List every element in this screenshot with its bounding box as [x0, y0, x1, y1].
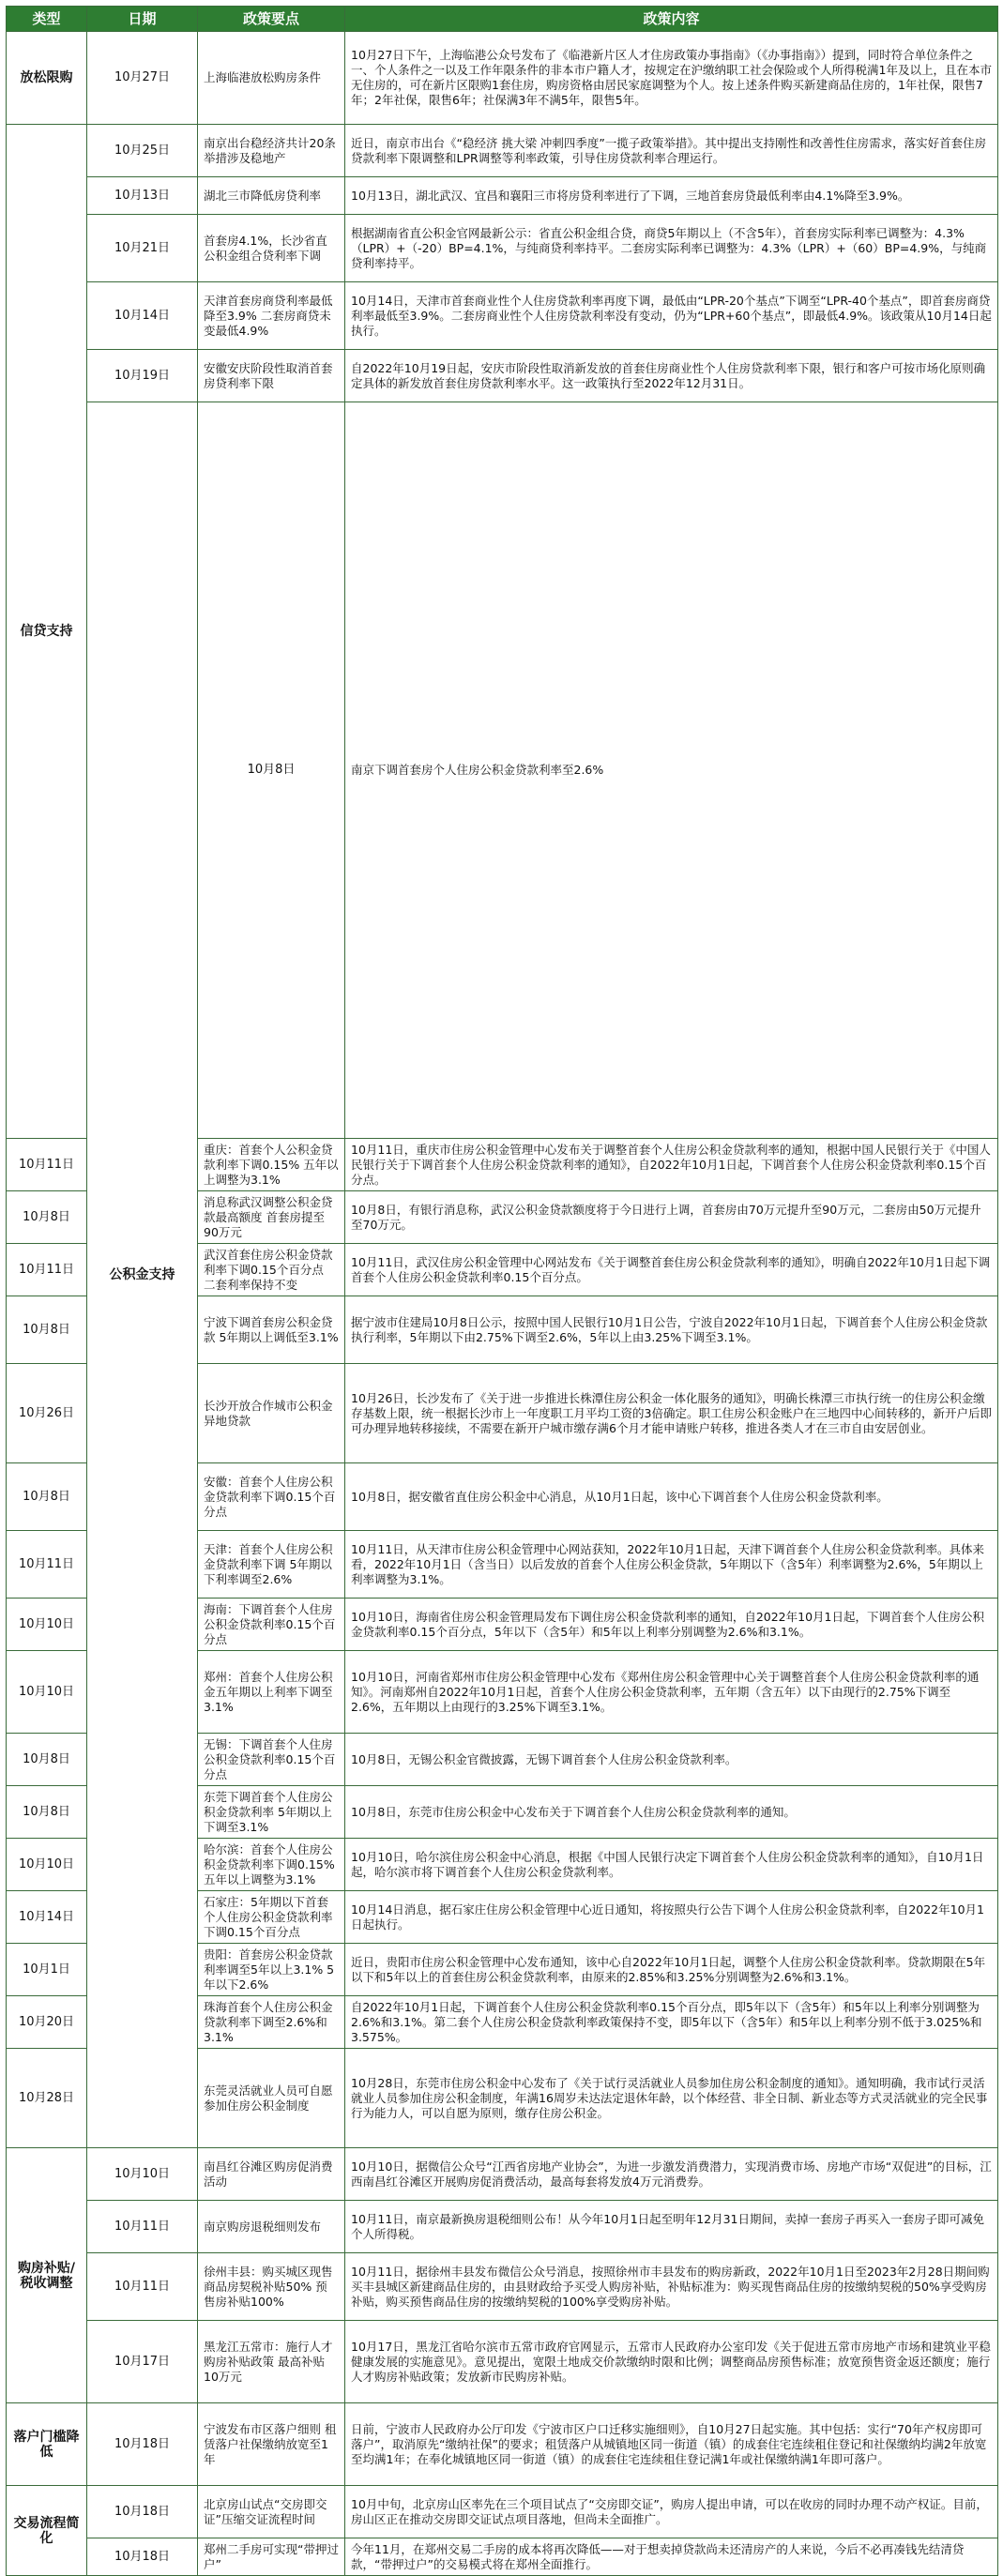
content-cell: 日前，宁波市人民政府办公厅印发《宁波市区户口迁移实施细则》，自10月27日起实施。其中包括：实行“70年产权房即可落户”，取消原先“缴纳社保”的要求；租赁落户从城镇地区同一街道（镇）的成套住宅连续租住登记和社保缴纳均满2年放宽至均满1年；在奉化城镇地区同一街道（镇）的成套住宅连续租住登记满1年或社保缴纳满1年即可落户。	[345, 2403, 998, 2486]
header-content: 政策内容	[345, 7, 998, 32]
table-row	[7, 2201, 998, 2253]
content-cell: 10月中旬，北京房山区率先在三个项目试点了“交房即交证”，购房人提出申请，可以在收房的同时办理不动产权证。目前，房山区正在推动交房即交证试点项目落地，但尚未全面推广。	[345, 2486, 998, 2538]
point-cell: 长沙开放合作城市公积金异地贷款	[198, 1364, 345, 1463]
header-point: 政策要点	[198, 7, 345, 32]
content-cell: 自2022年10月19日起，安庆市阶段性取消新发放的首套住房商业性个人住房贷款利率下限，银行和客户可按市场化原则确定具体的新发放首套住房贷款利率水平。这一政策执行至2022年12月31日。	[345, 350, 998, 402]
table-row	[7, 32, 998, 125]
category-cell: 落户门槛降低	[7, 2403, 87, 2486]
point-cell: 上海临港放松购房条件	[198, 32, 345, 125]
date-cell: 10月8日	[7, 1296, 87, 1364]
table-row	[7, 177, 998, 215]
point-cell: 石家庄：5年期以下首套个人住房公积金贷款利率下调0.15个百分点	[198, 1891, 345, 1944]
content-cell: 10月10日，河南省郑州市住房公积金管理中心发布《郑州住房公积金管理中心关于调整首套个人住房公积金贷款利率的通知》。河南郑州自2022年10月1日起，首套个人住房公积金贷款利率，五年期（含五年）以下由现行的2.75%下调至2.6%，五年期以上由现行的3.25%下调至3.1%。	[345, 1651, 998, 1734]
content-cell: 10月8日，据安徽省直住房公积金中心消息，从10月1日起，该中心下调首套个人住房公积金贷款利率。	[345, 1463, 998, 1531]
date-cell: 10月20日	[7, 1996, 87, 2049]
point-cell: 湖北三市降低房贷利率	[198, 177, 345, 215]
date-cell: 10月11日	[87, 2201, 198, 2253]
content-cell: 自2022年10月1日起，下调首套个人住房公积金贷款利率0.15个百分点，即5年以下（含5年）和5年以上利率分别调整为2.6%和3.1%。第二套个人住房公积金贷款利率政策保持不变，即5年以下（含5年）和5年以上利率分别不低于3.025%和3.575%。	[345, 1996, 998, 2049]
header-row	[7, 7, 998, 32]
content-cell: 10月27日下午，上海临港公众号发布了《临港新片区人才住房政策办事指南》（《办事指南》）提到，同时符合单位条件之一、个人条件之一以及工作年限条件的非本市户籍人才，按规定在沪缴纳职工社会保险或个人所得税满1年及以上，且在本市无住房的，可在新片区限购1套住房，购房资格由居民家庭调整为个人。按上述条件购买新建商品住房的，1年社保，限售7年；2年社保，限售6年；社保满3年不满5年，限售5年。	[345, 32, 998, 125]
date-cell: 10月10日	[7, 1651, 87, 1734]
date-cell: 10月11日	[7, 1531, 87, 1599]
date-cell: 10月18日	[87, 2538, 198, 2576]
point-cell: 郑州二手房可实现“带押过户”	[198, 2538, 345, 2576]
date-cell: 10月21日	[87, 215, 198, 282]
point-cell: 天津：首套个人住房公积金贷款利率下调 5年期以下利率调至2.6%	[198, 1531, 345, 1599]
content-cell: 10月8日，东莞市住房公积金中心发布关于下调首套个人住房公积金贷款利率的通知。	[345, 1786, 998, 1839]
point-cell: 南昌红谷滩区购房促消费活动	[198, 2148, 345, 2201]
date-cell: 10月10日	[7, 1839, 87, 1891]
point-cell: 南京下调首套房个人住房公积金贷款利率至2.6%	[345, 402, 998, 1139]
date-cell: 10月8日	[7, 1786, 87, 1839]
content-cell: 10月28日，东莞市住房公积金中心发布了《关于试行灵活就业人员参加住房公积金制度的通知》。通知明确，我市试行灵活就业人员参加住房公积金制度，年满16周岁未达法定退休年龄，以个体经营、非全日制、新业态等方式灵活就业的完全民事行为能力人，可以自愿为原则，缴存住房公积金。	[345, 2049, 998, 2148]
content-cell: 近日，南京市出台《“稳经济 挑大梁 冲刺四季度”一揽子政策举措》。其中提出支持刚性和改善性住房需求，落实好首套住房贷款利率下限调整和LPR调整等利率政策，引导住房贷款利率合理运行。	[345, 125, 998, 177]
category-cell: 公积金支持	[87, 402, 198, 2148]
content-cell: 10月10日，海南省住房公积金管理局发布下调住房公积金贷款利率的通知，自2022年10月1日起，下调首套个人住房公积金贷款利率0.15个百分点，5年以下（含5年）和5年以上利率分别调整为2.6%和3.1%。	[345, 1599, 998, 1651]
point-cell: 徐州丰县：购买城区现售商品房契税补贴50% 预售房补贴100%	[198, 2253, 345, 2321]
table-row	[7, 2253, 998, 2321]
content-cell: 10月26日，长沙发布了《关于进一步推进长株潭住房公积金一体化服务的通知》，明确长株潭三市执行统一的住房公积金缴存基数上限，统一根据长沙市上一年度职工月平均工资的3倍确定。职工住房公积金账户在三地四中心间转移的，新开户后即可办理异地转移接续，不需要在新开户城市缴存满6个月才能申请账户转移，推进各类人才在三市自由安居创业。	[345, 1364, 998, 1463]
table-row	[7, 2486, 998, 2538]
date-cell: 10月8日	[7, 1734, 87, 1786]
point-cell: 天津首套房商贷利率最低降至3.9% 二套房商贷未变最低4.9%	[198, 282, 345, 350]
point-cell: 消息称武汉调整公积金贷款最高额度 首套房提至90万元	[198, 1191, 345, 1244]
date-cell: 10月18日	[87, 2403, 198, 2486]
point-cell: 南京购房退税细则发布	[198, 2201, 345, 2253]
content-cell: 10月10日，哈尔滨住房公积金中心消息，根据《中国人民银行决定下调首套个人住房公积金贷款利率的通知》，自10月1日起，哈尔滨市将下调首套个人住房公积金贷款利率。	[345, 1839, 998, 1891]
content-cell: 10月17日，黑龙江省哈尔滨市五常市政府官网显示，五常市人民政府办公室印发《关于促进五常市房地产市场和建筑业平稳健康发展的实施意见》。意见提出，宽限土地成交价款缴纳时限和比例；调整商品房预售标准；放宽预售资金返还额度；施行人才购房补贴政策；发放新市民购房补贴。	[345, 2321, 998, 2403]
category-cell: 购房补贴/税收调整	[7, 2148, 87, 2403]
date-cell: 10月8日	[7, 1463, 87, 1531]
date-cell: 10月27日	[87, 32, 198, 125]
content-cell: 10月11日，武汉住房公积金管理中心网站发布《关于调整首套住房公积金贷款利率的通知》，明确自2022年10月1日起下调首套个人住房公积金贷款利率0.15个百分点。	[345, 1244, 998, 1296]
table-row	[7, 2403, 998, 2486]
category-cell: 信贷支持	[7, 125, 87, 1139]
content-cell: 10月11日，据徐州丰县发布微信公众号消息，按照徐州市丰县发布的购房新政，2022年10月1日至2023年2月28日期间购买丰县城区新建商品住房的，由县财政给予买受人购房补贴，补贴标准为：购买现售商品住房的按缴纳契税的50%享受购房补贴，购买预售商品住房的按缴纳契税的100%享受购房补贴。	[345, 2253, 998, 2321]
content-cell: 今年11月，在郑州交易二手房的成本将再次降低——对于想卖掉贷款尚未还清房产的人来说，今后不必再凑钱先结清贷款，“带押过户”的交易模式将在郑州全面推行。	[345, 2538, 998, 2576]
date-cell: 10月14日	[7, 1891, 87, 1944]
date-cell: 10月11日	[87, 2253, 198, 2321]
content-cell: 根据湖南省直公积金官网最新公示：省直公积金组合贷，商贷5年期以上（不含5年），首套房实际利率已调整为：4.3%（LPR）+（-20）BP=4.1%，与纯商贷利率持平。二套房实际利率已调整为：4.3%（LPR）+（60）BP=4.9%，与纯商贷利率持平。	[345, 215, 998, 282]
date-cell: 10月14日	[87, 282, 198, 350]
date-cell: 10月10日	[7, 1599, 87, 1651]
date-cell: 10月8日	[198, 402, 345, 1139]
content-cell: 10月10日，据微信公众号“江西省房地产业协会”，为进一步激发消费潜力，实现消费市场、房地产市场“双促进”的目标，江西南昌红谷滩区开展购房促消费活动，最高每套将发放4万元消费券。	[345, 2148, 998, 2201]
content-cell: 10月8日，无锡公积金官微披露，无锡下调首套个人住房公积金贷款利率。	[345, 1734, 998, 1786]
point-cell: 珠海首套个人住房公积金贷款利率下调至2.6%和3.1%	[198, 1996, 345, 2049]
point-cell: 贵阳：首套房公积金贷款利率调至5年以上3.1% 5年以下2.6%	[198, 1944, 345, 1996]
point-cell: 郑州：首套个人住房公积金五年期以上利率下调至3.1%	[198, 1651, 345, 1734]
table-row	[7, 402, 998, 1139]
table-row	[7, 350, 998, 402]
point-cell: 南京出台稳经济共计20条举措涉及稳地产	[198, 125, 345, 177]
point-cell: 东莞灵活就业人员可自愿参加住房公积金制度	[198, 2049, 345, 2148]
table-row	[7, 2321, 998, 2403]
table-row	[7, 2148, 998, 2201]
point-cell: 哈尔滨：首套个人住房公积金贷款利率下调0.15% 五年以上调整为3.1%	[198, 1839, 345, 1891]
point-cell: 安徽：首套个人住房公积金贷款利率下调0.15个百分点	[198, 1463, 345, 1531]
category-cell: 放松限购	[7, 32, 87, 125]
date-cell: 10月18日	[87, 2486, 198, 2538]
table-row	[7, 282, 998, 350]
table-row	[7, 215, 998, 282]
date-cell: 10月17日	[87, 2321, 198, 2403]
policy-table	[6, 6, 998, 2576]
date-cell: 10月19日	[87, 350, 198, 402]
date-cell: 10月13日	[87, 177, 198, 215]
date-cell: 10月10日	[87, 2148, 198, 2201]
point-cell: 无锡：下调首套个人住房公积金贷款利率0.15个百分点	[198, 1734, 345, 1786]
content-cell: 10月11日，南京最新换房退税细则公布！从今年10月1日起至明年12月31日期间，卖掉一套房子再买入一套房子即可减免个人所得税。	[345, 2201, 998, 2253]
date-cell: 10月11日	[7, 1139, 87, 1191]
content-cell: 10月11日，重庆市住房公积金管理中心发布关于调整首套个人住房公积金贷款利率的通知，根据中国人民银行关于《中国人民银行关于下调首套个人住房公积金贷款利率的通知》，自2022年10月1日起，下调首套个人住房公积金贷款利率0.15个百分点。	[345, 1139, 998, 1191]
content-cell: 10月14日，天津市首套商业性个人住房贷款利率再度下调，最低由“LPR-20个基点”下调至“LPR-40个基点”，即首套房商贷利率最低至3.9%。二套房商业性个人住房贷款利率没有变动，仍为“LPR+60个基点”，即最低4.9%。该政策从10月14日起执行。	[345, 282, 998, 350]
content-cell: 据宁波市住建局10月8日公示，按照中国人民银行10月1日公告，宁波自2022年10月1日起，下调首套个人住房公积金贷款执行利率，5年期以下由2.75%下调至2.6%，5年以上由3.25%下调至3.1%。	[345, 1296, 998, 1364]
date-cell: 10月26日	[7, 1364, 87, 1463]
point-cell: 海南：下调首套个人住房公积金贷款利率0.15个百分点	[198, 1599, 345, 1651]
content-cell: 10月8日，有银行消息称，武汉公积金贷款额度将于今日进行上调，首套房由70万元提升至90万元，二套房由50万元提升至70万元。	[345, 1191, 998, 1244]
point-cell: 安徽安庆阶段性取消首套房贷利率下限	[198, 350, 345, 402]
point-cell: 北京房山试点“交房即交证”压缩交证流程时间	[198, 2486, 345, 2538]
point-cell: 宁波下调首套房公积金贷款 5年期以上调低至3.1%	[198, 1296, 345, 1364]
table-row	[7, 2538, 998, 2576]
content-cell: 10月11日，从天津市住房公积金管理中心网站获知，2022年10月1日起，天津下调首套个人住房公积金贷款利率。具体来看，2022年10月1日（含当日）以后发放的首套个人住房公积金贷款，5年期以下（含5年）利率调整为2.6%，5年期以上利率调整为3.1%。	[345, 1531, 998, 1599]
date-cell: 10月8日	[7, 1191, 87, 1244]
table-row	[7, 125, 998, 177]
content-cell: 10月14日消息，据石家庄住房公积金管理中心近日通知，将按照央行公告下调个人住房公积金贷款利率，自2022年10月1日起执行。	[345, 1891, 998, 1944]
point-cell: 武汉首套住房公积金贷款利率下调0.15个百分点 二套利率保持不变	[198, 1244, 345, 1296]
point-cell: 首套房4.1%，长沙省直公积金组合贷利率下调	[198, 215, 345, 282]
date-cell: 10月11日	[7, 1244, 87, 1296]
date-cell: 10月28日	[7, 2049, 87, 2148]
header-type: 类型	[7, 7, 87, 32]
content-cell: 10月13日，湖北武汉、宜昌和襄阳三市将房贷利率进行了下调，三地首套房贷最低利率由4.1%降至3.9%。	[345, 177, 998, 215]
point-cell: 重庆：首套个人公积金贷款利率下调0.15% 五年以上调整为3.1%	[198, 1139, 345, 1191]
date-cell: 10月1日	[7, 1944, 87, 1996]
content-cell: 近日，贵阳市住房公积金管理中心发布通知，该中心自2022年10月1日起，调整个人住房公积金贷款利率。贷款期限在5年以下和5年以上的首套住房公积金贷款利率，由原来的2.85%和3.25%分别调整为2.6%和3.1%。	[345, 1944, 998, 1996]
point-cell: 宁波发布市区落户细则 租赁落户社保缴纳放宽至1年	[198, 2403, 345, 2486]
point-cell: 黑龙江五常市：施行人才购房补贴政策 最高补贴10万元	[198, 2321, 345, 2403]
category-cell: 交易流程简化	[7, 2486, 87, 2576]
header-date: 日期	[87, 7, 198, 32]
date-cell: 10月25日	[87, 125, 198, 177]
point-cell: 东莞下调首套个人住房公积金贷款利率 5年期以上下调至3.1%	[198, 1786, 345, 1839]
